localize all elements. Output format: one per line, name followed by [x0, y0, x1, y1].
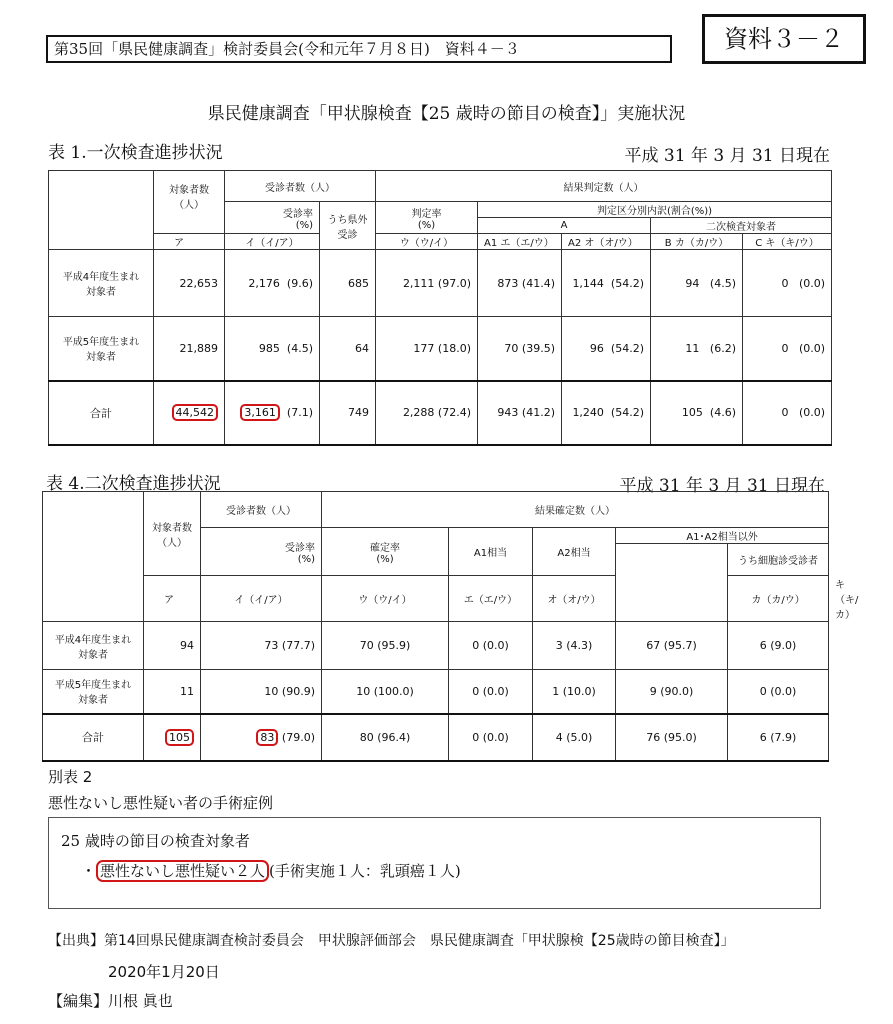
t1-header-breakdown: 判定区分別内訳(割合(%)) — [478, 202, 832, 218]
other-cell: 76 (95.0) — [616, 714, 728, 761]
outside-cell: 64 — [320, 317, 376, 381]
source-date: 2020年1月20日 — [108, 963, 220, 981]
b-cell: 105 (4.6) — [651, 381, 743, 445]
a1-cell: 873 (41.4) — [478, 250, 562, 317]
cytology-cell: 6 (9.0) — [728, 622, 829, 670]
outside-cell: 685 — [320, 250, 376, 317]
t1-header-subjects: 対象者数 （人） — [154, 171, 225, 234]
row-label: 合計 — [43, 714, 144, 761]
t4-corner-cell — [43, 492, 144, 622]
highlight-box: 44,542 — [172, 404, 219, 421]
surgery-case-box — [48, 817, 821, 909]
table4-caption: 表 4.二次検査進捗状況 — [46, 474, 221, 494]
table-row — [49, 250, 832, 317]
bullet: ・ — [81, 862, 97, 880]
t4-header-col-a: ア — [144, 576, 201, 622]
t4-header-a1: A1相当 — [449, 528, 533, 576]
c-cell: 0 (0.0) — [743, 381, 832, 445]
a1-cell: 70 (39.5) — [478, 317, 562, 381]
t1-header-c: C キ（キ/ウ） — [743, 234, 832, 250]
a1-cell: 0 (0.0) — [449, 622, 533, 670]
judged-cell: 177 (18.0) — [376, 317, 478, 381]
t4-header-subjects: 対象者数 （人） — [144, 492, 201, 576]
cytology-cell: 6 (7.9) — [728, 714, 829, 761]
confirmed-cell: 70 (95.9) — [322, 622, 449, 670]
row-label: 平成4年度生まれ 対象者 — [43, 622, 144, 670]
t4-header-col-e: エ（エ/ウ） — [449, 576, 533, 622]
t4-header-results: 結果確定数（人） — [322, 492, 829, 528]
subjects-cell: 21,889 — [154, 317, 225, 381]
row-label: 平成5年度生まれ 対象者 — [43, 670, 144, 714]
t1-corner-cell — [49, 171, 154, 250]
c-cell: 0 (0.0) — [743, 317, 832, 381]
a2-cell: 1,240 (54.2) — [562, 381, 651, 445]
a2-cell: 4 (5.0) — [533, 714, 616, 761]
table-row-total — [43, 714, 829, 761]
t1-header-a: A — [478, 218, 651, 234]
a2-cell: 1 (10.0) — [533, 670, 616, 714]
document-number-label: 資料３－２ — [702, 14, 866, 64]
other-cell: 9 (90.0) — [616, 670, 728, 714]
b-cell: 94 (4.5) — [651, 250, 743, 317]
t1-header-col-i: イ（イ/ア） — [225, 234, 320, 250]
subjects-cell: 11 — [144, 670, 201, 714]
appendix-label: 別表 2 — [48, 768, 93, 786]
examinees-cell: 985 (4.5) — [225, 317, 320, 381]
examinees-cell: 10 (90.9) — [201, 670, 322, 714]
table-row — [43, 622, 829, 670]
table1-primary-exam-progress — [48, 170, 832, 446]
meeting-label: 第35回「県民健康調査」検討委員会(令和元年７月８日) 資料４－３ — [46, 35, 672, 63]
t4-header-col-o: オ（オ/ウ） — [533, 576, 616, 622]
table1-as-of: 平成 31 年 3 月 31 日現在 — [624, 146, 830, 166]
a2-cell: 96 (54.2) — [562, 317, 651, 381]
t1-header-secondary-target: 二次検査対象者 — [651, 218, 832, 234]
outside-cell: 749 — [320, 381, 376, 445]
t4-header-col-i: イ（イ/ア） — [201, 576, 322, 622]
t1-header-b: B カ（カ/ウ） — [651, 234, 743, 250]
confirmed-cell: 10 (100.0) — [322, 670, 449, 714]
t4-header-cytology: うち細胞診受診者 — [728, 544, 829, 576]
case-line — [81, 860, 461, 881]
table1-caption: 表 1.一次検査進捗状況 — [48, 143, 223, 163]
t4-header-confirm-rate: 確定率 (%) — [322, 528, 449, 576]
table4-as-of: 平成 31 年 3 月 31 日現在 — [619, 476, 825, 496]
examinees-cell: 73 (77.7) — [201, 622, 322, 670]
editor-credit: 【編集】川根 眞也 — [48, 992, 173, 1010]
table-row-total — [49, 381, 832, 445]
t1-header-examinees: 受診者数（人） — [225, 171, 376, 202]
t1-header-exam-rate: 受診率 (%) — [225, 202, 320, 234]
case-detail: (手術実施１人：乳頭癌１人) — [269, 862, 461, 880]
t1-header-results: 結果判定数（人） — [376, 171, 832, 202]
b-cell: 11 (6.2) — [651, 317, 743, 381]
highlight-box: 悪性ないし悪性疑い２人 — [96, 860, 269, 882]
source-citation: 【出典】第14回県民健康調査検討委員会 甲状腺評価部会 県民健康調査「甲状腺検【25歳時の節目検査】」 — [48, 933, 735, 949]
t1-header-judge-rate: 判定率 (%) — [376, 202, 478, 234]
t4-header-col-ka: カ（カ/ウ） — [728, 576, 829, 622]
subjects-cell: 22,653 — [154, 250, 225, 317]
a2-cell: 3 (4.3) — [533, 622, 616, 670]
highlight-box: 83 — [256, 729, 278, 746]
subjects-cell — [144, 714, 201, 761]
t1-header-outside: うち県外 受診 — [320, 202, 376, 250]
judged-cell: 2,288 (72.4) — [376, 381, 478, 445]
subjects-cell — [154, 381, 225, 445]
table-row — [49, 317, 832, 381]
c-cell: 0 (0.0) — [743, 250, 832, 317]
highlight-box: 3,161 — [240, 404, 280, 421]
box-title: 25 歳時の節目の検査対象者 — [61, 832, 250, 850]
t1-header-col-u: ウ（ウ/イ） — [376, 234, 478, 250]
highlight-box: 105 — [165, 729, 194, 746]
other-cell: 67 (95.7) — [616, 622, 728, 670]
confirmed-cell: 80 (96.4) — [322, 714, 449, 761]
appendix-heading: 悪性ないし悪性疑い者の手術症例 — [48, 794, 274, 812]
cytology-cell: 0 (0.0) — [728, 670, 829, 714]
t4-header-a2: A2相当 — [533, 528, 616, 576]
row-label: 平成5年度生まれ 対象者 — [49, 317, 154, 381]
a1-cell: 0 (0.0) — [449, 714, 533, 761]
t4-header-col-u: ウ（ウ/イ） — [322, 576, 449, 622]
t1-header-col-a: ア — [154, 234, 225, 250]
examinees-cell: 2,176 (9.6) — [225, 250, 320, 317]
t1-header-a1: A1 エ（エ/ウ） — [478, 234, 562, 250]
examinees-cell: 3,161 (7.1) — [225, 381, 320, 445]
judged-cell: 2,111 (97.0) — [376, 250, 478, 317]
t4-header-other: A1･A2相当以外 — [616, 528, 829, 544]
a2-cell: 1,144 (54.2) — [562, 250, 651, 317]
a1-cell: 943 (41.2) — [478, 381, 562, 445]
t1-header-a2: A2 オ（オ/ウ） — [562, 234, 651, 250]
row-label: 合計 — [49, 381, 154, 445]
a1-cell: 0 (0.0) — [449, 670, 533, 714]
t4-header-other-blank — [616, 544, 728, 622]
subjects-cell: 94 — [144, 622, 201, 670]
table4-secondary-exam-progress: 対象者数 （人） 受診者数（人） 結果確定数（人） 受診率 (%) 確定率 (%) A1相当 A2相当 A1･A2相当以外 うち細胞診受診者 ア イ（イ/ア） ウ（ウ/イ） エ（エ/ウ） オ（オ/ウ） カ（カ/ウ） キ（キ/カ） 平成4年度生まれ 対象者 94 73 (77.7) 70 (95.9) 0 (0.0) 3 (4.3) 67 (95.7) 6 (9.0) 平成5年度生まれ 対象者 11 10 (90.9) 10 (100.0) 0 (0.0) 1 (10.0) 9 (90.0) 0 (0.0) 合計 105 83 (79.0) 80 (96.4) 0 (0.0) 4 (5.0) 76 (95.0) 6 (7.9) — [42, 491, 829, 762]
page-title: 県民健康調査「甲状腺検査【25 歳時の節目の検査】」実施状況 — [207, 104, 686, 124]
t4-header-exam-rate: 受診率 (%) — [201, 528, 322, 576]
row-label: 平成4年度生まれ 対象者 — [49, 250, 154, 317]
table-row — [43, 670, 829, 714]
t4-header-examinees: 受診者数（人） — [201, 492, 322, 528]
examinees-cell: 83 (79.0) — [201, 714, 322, 761]
